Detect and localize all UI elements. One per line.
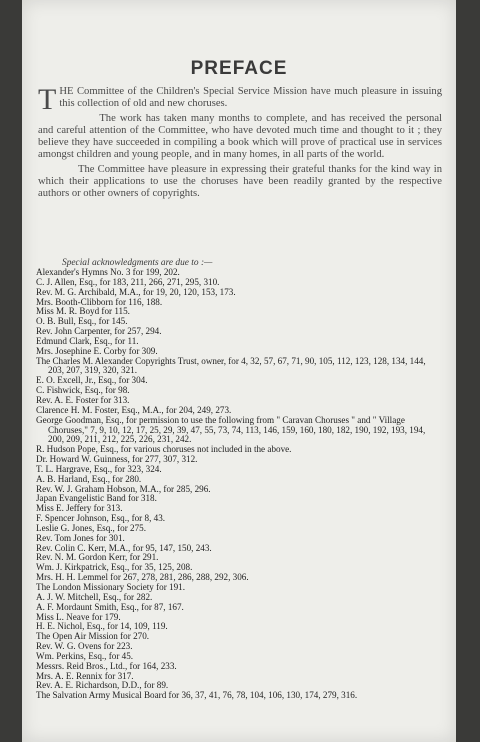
intro-paragraph-1 [38,83,442,116]
acknowledgment-item: The Open Air Mission for 270. [36,631,150,642]
acknowledgment-item: Rev. John Carpenter, for 257, 294. [36,326,162,337]
acknowledgment-item: Alexander's Hymns No. 3 for 199, 202. [36,267,180,277]
acknowledgment-item: C. Fishwick, Esq., for 98. [36,385,130,396]
acknowledgment-item: Miss M. R. Boyd for 115. [36,306,130,317]
acknowledgment-item: Rev. W. G. Ovens for 223. [36,641,133,652]
preface-intro [38,83,442,201]
acknowledgment-item: Mrs. H. H. Lemmel for 267, 278, 281, 286, 288, 292, 306. [36,572,249,583]
acknowledgment-item: H. E. Nichol, Esq., for 14, 109, 119. [36,621,168,632]
acknowledgment-item: Rev. Colin C. Kerr, M.A., for 95, 147, 150, 243. [36,542,212,553]
acknowledgment-item: George Goodman, Esq., for permission to use the following from " Caravan Choruses " and " Village Choruses," 7, 9, 10, 12, 17, 25, 29, 39, 47, 55, 73, 74, 113, 146, 159, 160, 180, 182, 190, 192, 193, 194, 200, 209, 211, 212, 225, 226, 231, 242. [36,414,426,445]
acknowledgment-item: The Salvation Army Musical Board for 36, 37, 41, 76, 78, 104, 106, 130, 174, 279, 316. [36,690,358,701]
acknowledgments-list [36,268,438,701]
acknowledgment-item: The London Missionary Society for 191. [36,582,186,592]
intro-paragraph-1-text: HE Committee of the Children's Special Service Mission have much pleasure in issuing this collection of old and new choruses. [59,86,442,110]
acknowledgment-item: Edmund Clark, Esq., for 11. [36,335,139,346]
acknowledgment-item: R. Hudson Pope, Esq., for various choruses not included in the above. [36,444,292,455]
acknowledgment-item: E. O. Excell, Jr., Esq., for 304. [36,375,148,386]
acknowledgment-item: Rev. N. M. Gordon Kerr, for 291. [36,552,159,563]
drop-cap: T [38,83,57,116]
acknowledgment-item: Rev. Tom Jones for 301. [36,532,125,543]
acknowledgment-item: Rev. W. J. Graham Hobson, M.A., for 285, 296. [36,483,211,494]
acknowledgment-item: O. B. Bull, Esq., for 145. [36,316,128,327]
acknowledgment-item: A. B. Harland, Esq., for 280. [36,473,142,484]
acknowledgment-item: Miss E. Jeffery for 313. [36,503,123,514]
acknowledgment-item: Rev. A. E. Richardson, D.D., for 89. [36,680,169,691]
acknowledgment-item: The Charles M. Alexander Copyrights Trust, owner, for 4, 32, 57, 67, 71, 90, 105, 112, 123, 128, 134, 144, 203, 207, 319, 320, 321. [36,355,426,376]
acknowledgment-item: Leslie G. Jones, Esq., for 275. [36,522,146,533]
acknowledgment-item: Clarence H. M. Foster, Esq., M.A., for 204, 249, 273. [36,404,232,415]
acknowledgment-item: A. F. Mordaunt Smith, Esq., for 87, 167. [36,601,184,612]
acknowledgment-item: Wm. J. Kirkpatrick, Esq., for 35, 125, 208. [36,562,193,573]
acknowledgment-item: F. Spencer Johnson, Esq., for 8, 43. [36,513,166,524]
acknowledgment-item: Wm. Perkins, Esq., for 45. [36,650,134,661]
intro-paragraph-2: The work has taken many months to complete, and has received the personal and careful attention of the Committee, who have devoted much time and thought to it ; they believe they have succeeded in compiling a book which will prove of practical use in services amongst children and young people, and in many homes, in all parts of the world. [38,112,442,161]
acknowledgment-item: Mrs. A. E. Rennix for 317. [36,670,134,681]
acknowledgment-item: A. J. W. Mitchell, Esq., for 282. [36,591,153,602]
acknowledgment-item: Miss L. Neave for 179. [36,611,121,622]
acknowledgment-item: Rev. A. E. Foster for 313. [36,394,130,405]
acknowledgment-item: Mrs. Booth-Clibborn for 116, 188. [36,296,163,307]
acknowledgment-item: Dr. Howard W. Guinness, for 277, 307, 312. [36,454,198,465]
intro-paragraph-3: The Committee have pleasure in expressing their grateful thanks for the kind way in which their applications to use the choruses have been readily granted by the respective authors or other owners of copyrights. [38,163,442,200]
document-page [22,0,456,742]
acknowledgment-item: Messrs. Reid Bros., Ltd., for 164, 233. [36,660,177,671]
page-title: PREFACE [190,58,288,79]
acknowledgment-item: C. J. Allen, Esq., for 183, 211, 266, 271, 295, 310. [36,276,220,287]
acknowledgments-heading: Special acknowledgments are due to :— [62,258,213,268]
acknowledgment-item: Rev. M. G. Archibald, M.A., for 19, 20, 120, 153, 173. [36,286,236,297]
acknowledgment-item: Mrs. Josephine E. Corby for 309. [36,345,158,356]
acknowledgment-item: Japan Evangelistic Band for 318. [36,493,157,504]
acknowledgment-item: T. L. Hargrave, Esq., for 323, 324. [36,463,162,474]
